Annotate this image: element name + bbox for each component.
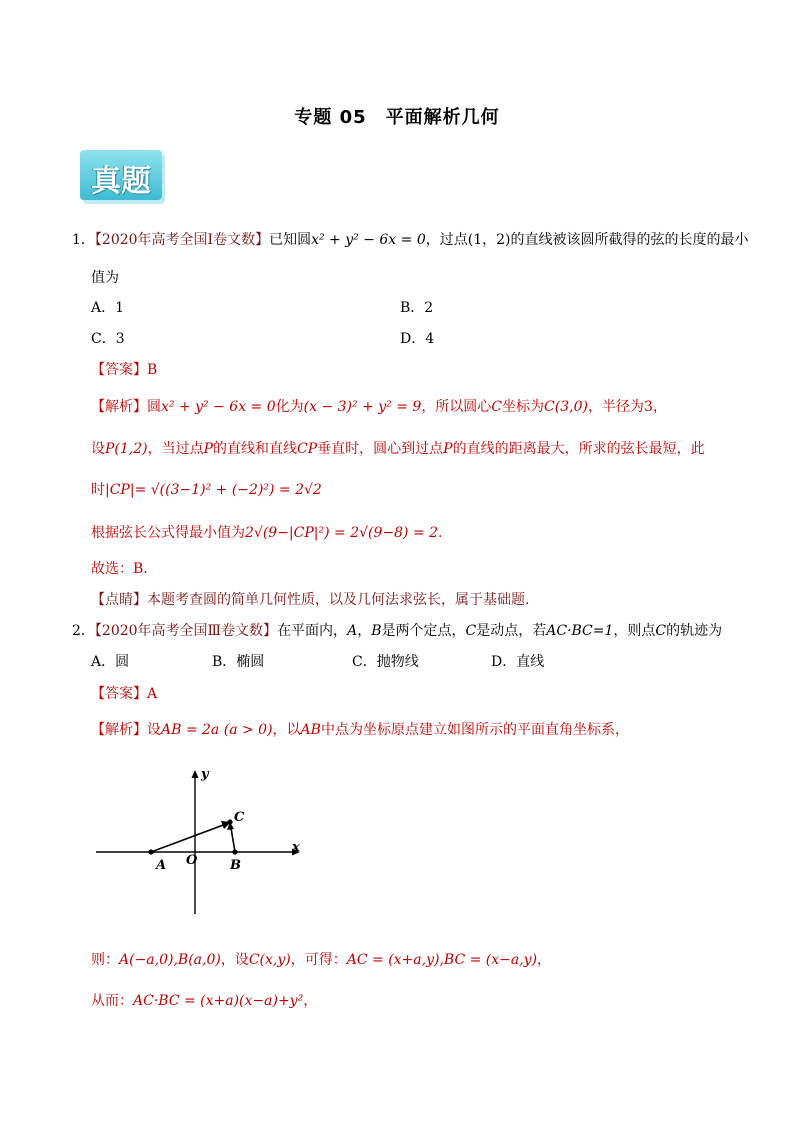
- label-b: B: [230, 858, 241, 873]
- text: 化为: [275, 399, 304, 415]
- text: 从而：: [91, 993, 133, 1009]
- q2-analysis-line3: [91, 992, 317, 1010]
- text: ，设: [220, 952, 249, 968]
- q1-option-b: B．2: [400, 300, 434, 316]
- vector-bc: [231, 828, 235, 852]
- q1-comment-text: 本题考查圆的简单几何性质，以及几何法求弦长，属于基础题.: [147, 592, 530, 608]
- section-badge: [80, 150, 166, 206]
- q2-option-a: A．圆: [91, 654, 130, 670]
- q1-stem-line2: 值为: [91, 270, 119, 286]
- q1-stem-text: 已知圆: [269, 232, 312, 248]
- q1-number: 1．: [72, 232, 95, 248]
- q1-answer-label: 【答案】: [91, 362, 147, 378]
- text: 的直线的距离最大，所求的弦长最短，此: [452, 441, 705, 457]
- text: 是两个定点，: [381, 623, 466, 639]
- q2-answer: [91, 685, 157, 703]
- q1-answer-value: B: [147, 362, 158, 378]
- text: 是动点，若: [476, 623, 547, 639]
- text: ，以: [272, 722, 301, 738]
- symbol: B: [371, 623, 382, 639]
- text: 的直线和直线: [213, 441, 298, 457]
- y-axis-arrow: [192, 770, 199, 778]
- q1-stem-text-2: ，过点(1，2)的直线被该圆所截得的弦的长度的最小: [425, 232, 749, 248]
- symbol: C: [491, 399, 503, 415]
- q1-answer: [91, 361, 157, 379]
- symbol: AB: [300, 722, 321, 738]
- vector-ac: [151, 824, 226, 852]
- equation: C(3,0): [544, 399, 588, 415]
- equation: AB = 2a (a > 0): [161, 722, 273, 738]
- y-axis-label: y: [201, 767, 209, 782]
- value: 3: [643, 399, 653, 415]
- q1-option-c: C．3: [91, 331, 125, 347]
- dot-product-equation: AC·BC = (x+a)(x−a)+y²: [133, 993, 304, 1009]
- point-b: [232, 849, 237, 854]
- q1-circle-equation: x² + y² − 6x = 0: [311, 232, 426, 248]
- q1-analysis-line4: [91, 524, 443, 542]
- point-c: [227, 819, 232, 824]
- symbol: P(1,2): [105, 441, 148, 457]
- dot-product-expression: AC·BC=1: [546, 623, 614, 639]
- text: 的轨迹为: [666, 623, 723, 639]
- text: ，: [652, 399, 667, 415]
- text: ，可得：: [290, 952, 347, 968]
- q2-stem: [72, 622, 722, 640]
- text: 垂直时，圆心到过点: [317, 441, 444, 457]
- q2-answer-value: A: [147, 686, 158, 702]
- q1-comment: [91, 591, 529, 609]
- label-c: C: [234, 810, 245, 825]
- text: ，所以圆心: [421, 399, 492, 415]
- text: ，: [357, 623, 372, 639]
- label-a: A: [156, 858, 167, 873]
- symbol: CP: [297, 441, 318, 457]
- equation: 2√(9−|CP|²) = 2√(9−8) = 2: [245, 525, 439, 541]
- equation: C(x,y): [248, 952, 291, 968]
- symbol: C: [655, 623, 667, 639]
- symbol: A: [347, 623, 358, 639]
- q2-analysis-line1: [91, 721, 629, 739]
- q2-answer-label: 【答案】: [91, 686, 147, 702]
- equation: x² + y² − 6x = 0: [161, 399, 276, 415]
- equation: A(−a,0),B(a,0): [119, 952, 221, 968]
- text: 设: [91, 441, 105, 457]
- q1-comment-label: 【点睛】: [91, 592, 147, 608]
- q2-number: 2．: [72, 623, 95, 639]
- q1-analysis-label: 【解析】: [91, 399, 147, 415]
- symbol: P: [443, 441, 453, 457]
- q1-choose: 故选：B．: [91, 561, 158, 577]
- q2-analysis-line2: [91, 951, 551, 969]
- text: 则：: [91, 952, 119, 968]
- page-title: 专题 05 平面解析几何: [294, 107, 500, 128]
- text: .: [438, 525, 443, 541]
- point-a: [148, 849, 153, 854]
- coordinate-figure: [90, 760, 320, 920]
- text: 中点为坐标原点建立如图所示的平面直角坐标系，: [320, 722, 629, 738]
- equation: |CP|= √((3−1)² + (−2)²) = 2√2: [105, 482, 322, 498]
- text: 圆: [147, 399, 161, 415]
- text: 设: [147, 722, 161, 738]
- q1-source: 【2020年高考全国Ⅰ卷文数】: [94, 232, 270, 248]
- text: 根据弦长公式得最小值为: [91, 525, 245, 541]
- q1-analysis-line3: [91, 481, 322, 499]
- q1-stem-line1: [72, 231, 748, 249]
- q2-option-b: B．椭圆: [212, 654, 265, 670]
- text: ，则点: [613, 623, 656, 639]
- text: ，半径为: [587, 399, 644, 415]
- q1-analysis-line1: [91, 398, 667, 416]
- q2-analysis-label: 【解析】: [91, 722, 147, 738]
- q1-analysis-line2: [91, 440, 705, 458]
- label-o: O: [186, 853, 198, 868]
- q2-source: 【2020年高考全国Ⅲ卷文数】: [94, 623, 278, 639]
- text: ，: [537, 952, 552, 968]
- text: 时: [91, 482, 105, 498]
- vector-equation: AC = (x+a,y),BC = (x−a,y): [346, 952, 538, 968]
- badge-label: 真题: [91, 164, 151, 199]
- text: 坐标为: [502, 399, 545, 415]
- q1-option-d: D．4: [400, 331, 435, 347]
- q1-option-a: A．1: [91, 300, 125, 316]
- text: ，: [303, 993, 318, 1009]
- q2-option-d: D．直线: [491, 654, 545, 670]
- text: ，当过点: [147, 441, 204, 457]
- x-axis-label: x: [292, 840, 300, 855]
- q2-option-c: C．抛物线: [352, 654, 419, 670]
- symbol: C: [465, 623, 477, 639]
- equation: (x − 3)² + y² = 9: [303, 399, 422, 415]
- text: 在平面内，: [277, 623, 348, 639]
- symbol: P: [203, 441, 214, 457]
